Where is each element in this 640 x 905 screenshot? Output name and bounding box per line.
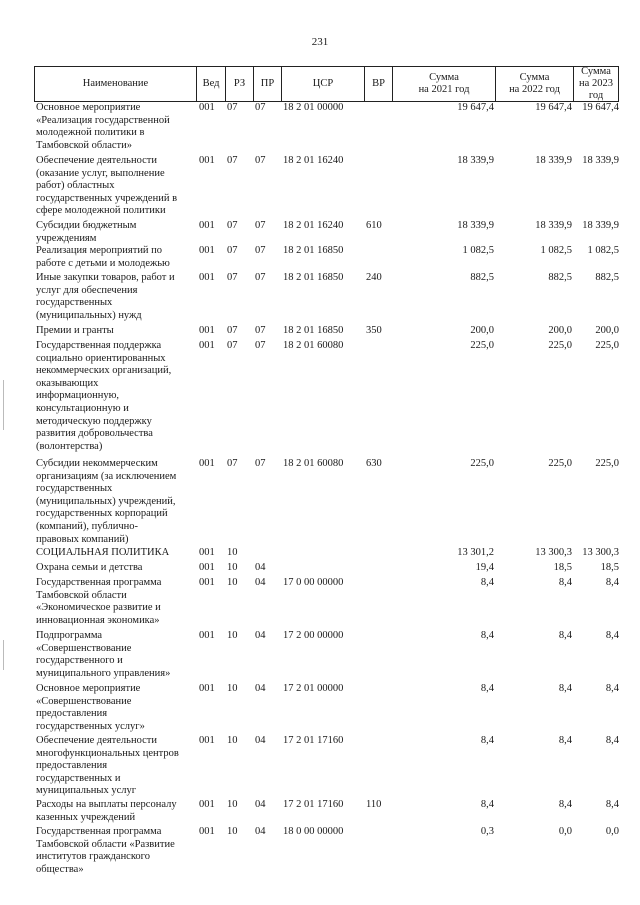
row-vr: 630 [366,458,382,469]
row-sum-2023: 0,0 [605,826,619,837]
row-ved: 001 [199,458,215,469]
row-csr: 17 2 01 17160 [283,799,344,810]
row-sum-2021: 18 339,9 [457,220,494,231]
row-ved: 001 [199,577,215,588]
row-name: Государственная программа Тамбовской области «Развитие институтов гражданского общества» [36,826,175,875]
row-ved: 001 [199,683,215,694]
row-sum-2022: 13 300,3 [535,547,572,558]
row-pr: 07 [255,340,266,351]
row-name: Подпрограмма «Совершенствование государственного и муниципального управления» [36,630,171,679]
row-name: Охрана семьи и детства [36,562,143,573]
row-ved: 001 [199,155,215,166]
row-csr: 18 2 01 16850 [283,272,344,283]
row-sum-2022: 1 082,5 [540,245,572,256]
row-rz: 10 [227,577,238,588]
row-sum-2021: 8,4 [480,683,494,694]
row-name: Основное мероприятие «Реализация государственной молодежной политики в Тамбовской области» [36,102,170,151]
row-pr: 07 [255,325,266,336]
row-csr: 18 2 01 00000 [283,102,344,113]
row-ved: 001 [199,630,215,641]
scan-margin-mark [3,380,4,430]
row-sum-2021: 1 082,5 [462,245,494,256]
row-sum-2021: 882,5 [470,272,494,283]
row-pr: 07 [255,272,266,283]
row-sum-2023: 8,4 [605,799,619,810]
row-sum-2022: 8,4 [558,630,572,641]
row-name: Премии и гранты [36,325,114,336]
row-csr: 18 2 01 60080 [283,458,344,469]
header-ved: Вед [197,67,226,101]
row-sum-2023: 8,4 [605,683,619,694]
row-pr: 04 [255,799,266,810]
row-sum-2022: 0,0 [558,826,572,837]
row-pr: 04 [255,577,266,588]
row-rz: 10 [227,547,238,558]
row-sum-2021: 8,4 [480,630,494,641]
row-csr: 18 2 01 16240 [283,220,344,231]
row-sum-2022: 225,0 [548,458,572,469]
row-name: Реализация мероприятий по работе с детьми и молодежью [36,245,170,269]
row-ved: 001 [199,735,215,746]
row-pr: 04 [255,630,266,641]
row-sum-2022: 18 339,9 [535,155,572,166]
header-vr: ВР [365,67,393,101]
row-ved: 001 [199,325,215,336]
row-rz: 07 [227,340,238,351]
row-name: СОЦИАЛЬНАЯ ПОЛИТИКА [36,547,170,558]
row-vr: 240 [366,272,382,283]
row-sum-2021: 19,4 [475,562,494,573]
row-rz: 10 [227,630,238,641]
row-csr: 17 2 01 17160 [283,735,344,746]
row-rz: 10 [227,799,238,810]
header-sum-2022: Сумма на 2022 год [496,67,574,101]
row-pr: 07 [255,220,266,231]
row-sum-2022: 882,5 [548,272,572,283]
row-name: Субсидии бюджетным учреждениям [36,220,137,244]
row-sum-2023: 1 082,5 [587,245,619,256]
row-sum-2022: 18,5 [553,562,572,573]
row-sum-2023: 8,4 [605,735,619,746]
row-ved: 001 [199,340,215,351]
row-rz: 07 [227,155,238,166]
row-sum-2021: 13 301,2 [457,547,494,558]
row-pr: 07 [255,102,266,113]
row-pr: 07 [255,245,266,256]
row-sum-2021: 19 647,4 [457,102,494,113]
row-csr: 18 2 01 60080 [283,340,344,351]
row-ved: 001 [199,547,215,558]
row-sum-2022: 8,4 [558,799,572,810]
row-csr: 18 2 01 16850 [283,325,344,336]
header-rz: РЗ [226,67,254,101]
row-sum-2021: 8,4 [480,799,494,810]
row-ved: 001 [199,220,215,231]
row-name: Иные закупки товаров, работ и услуг для обеспечения государственных (муниципальных) нужд [36,272,175,321]
row-name: Обеспечение деятельности (оказание услуг, выполнение работ) областных государственных учреждений в сфере молодежной политики [36,155,178,217]
row-sum-2023: 13 300,3 [582,547,619,558]
row-ved: 001 [199,272,215,283]
page-number: 231 [311,36,329,48]
row-rz: 10 [227,562,238,573]
row-name: Обеспечение деятельности многофункциональных центров предоставления государственных и муниципальных услуг [36,735,179,797]
row-sum-2023: 200,0 [595,325,619,336]
row-csr: 18 2 01 16850 [283,245,344,256]
row-sum-2023: 225,0 [595,340,619,351]
row-pr: 04 [255,683,266,694]
row-rz: 07 [227,325,238,336]
row-rz: 07 [227,458,238,469]
row-rz: 07 [227,102,238,113]
row-vr: 610 [366,220,382,231]
row-sum-2021: 8,4 [480,735,494,746]
row-rz: 07 [227,245,238,256]
row-sum-2022: 18 339,9 [535,220,572,231]
row-sum-2023: 882,5 [595,272,619,283]
row-name: Государственная поддержка социально ориентированных некоммерческих организаций, оказывающих информационную, консультационную и методическую поддержку развития добровольчества (волонтерства) [36,340,172,452]
row-ved: 001 [199,826,215,837]
row-pr: 07 [255,155,266,166]
row-sum-2022: 225,0 [548,340,572,351]
row-rz: 10 [227,826,238,837]
table-header [34,66,619,102]
header-pr: ПР [254,67,282,101]
row-name: Основное мероприятие «Совершенствование предоставления государственных услуг» [36,683,145,732]
row-sum-2021: 8,4 [480,577,494,588]
row-sum-2023: 19 647,4 [582,102,619,113]
row-csr: 17 2 00 00000 [283,630,344,641]
row-sum-2023: 8,4 [605,577,619,588]
header-sum-2023: Сумма на 2023 год [579,66,613,101]
row-rz: 10 [227,735,238,746]
row-sum-2023: 225,0 [595,458,619,469]
row-csr: 17 0 00 00000 [283,577,344,588]
row-sum-2022: 19 647,4 [535,102,572,113]
row-sum-2021: 18 339,9 [457,155,494,166]
row-ved: 001 [199,102,215,113]
row-rz: 07 [227,272,238,283]
row-sum-2023: 18 339,9 [582,220,619,231]
row-csr: 18 0 00 00000 [283,826,344,837]
row-ved: 001 [199,799,215,810]
row-rz: 07 [227,220,238,231]
row-name: Субсидии некоммерческим организациям (за исключением государственных (муниципальных) учреждений, государственных корпораций (компаний), публично- правовых компаний) [36,458,177,545]
row-csr: 17 2 01 00000 [283,683,344,694]
scan-margin-mark [3,640,4,670]
row-sum-2023: 8,4 [605,630,619,641]
row-ved: 001 [199,562,215,573]
row-pr: 04 [255,735,266,746]
row-pr: 04 [255,562,266,573]
row-sum-2021: 225,0 [470,458,494,469]
row-sum-2022: 8,4 [558,577,572,588]
header-name: Наименование [35,67,197,101]
row-pr: 04 [255,826,266,837]
row-sum-2021: 0,3 [480,826,494,837]
header-sum-2021: Сумма на 2021 год [393,67,496,101]
row-sum-2021: 200,0 [470,325,494,336]
row-ved: 001 [199,245,215,256]
row-pr: 07 [255,458,266,469]
row-name: Государственная программа Тамбовской области «Экономическое развитие и инновационная экономика» [36,577,162,626]
row-sum-2023: 18 339,9 [582,155,619,166]
row-vr: 350 [366,325,382,336]
row-name: Расходы на выплаты персоналу казенных учреждений [36,799,177,823]
row-sum-2021: 225,0 [470,340,494,351]
row-vr: 110 [366,799,382,810]
row-sum-2022: 8,4 [558,735,572,746]
row-rz: 10 [227,683,238,694]
row-sum-2022: 200,0 [548,325,572,336]
row-sum-2023: 18,5 [600,562,619,573]
row-csr: 18 2 01 16240 [283,155,344,166]
row-sum-2022: 8,4 [558,683,572,694]
header-csr: ЦСР [282,67,365,101]
